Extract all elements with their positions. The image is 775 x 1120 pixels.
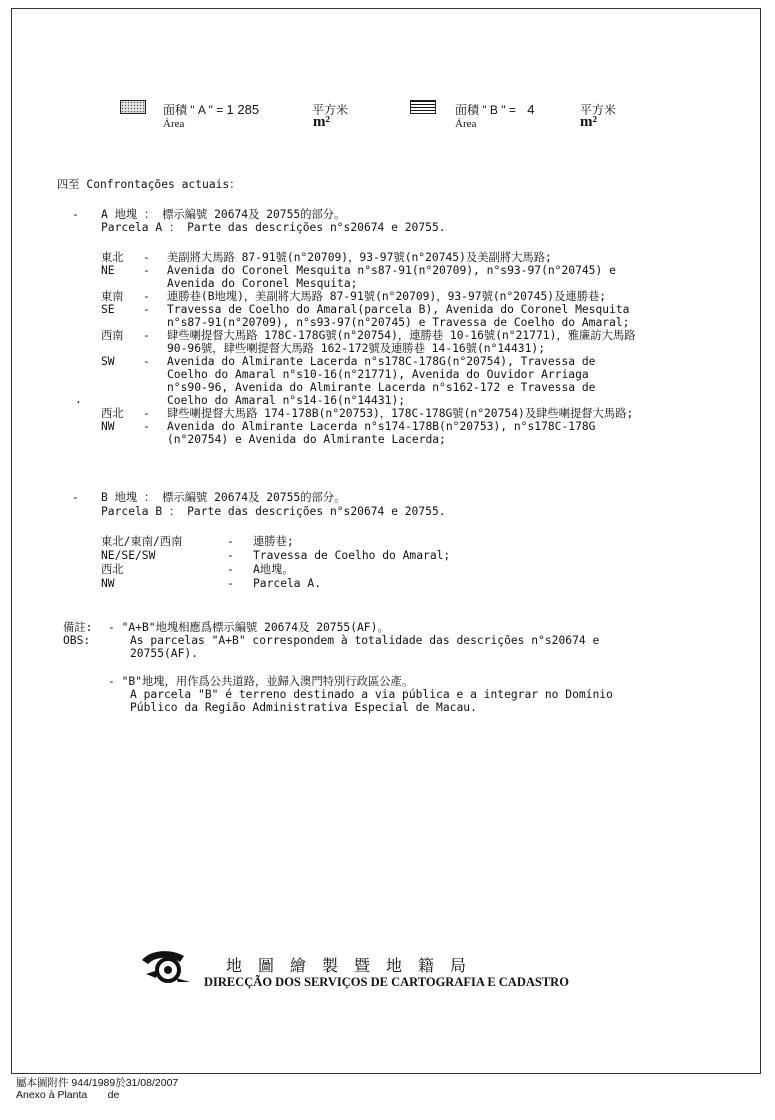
parcel-b-boundary-dash: - — [227, 535, 234, 548]
parcel-b-boundary-text: Travessa de Coelho do Amaral; — [253, 549, 451, 562]
notes-line-6: Público da Região Administrativa Especial de Macau. — [130, 701, 477, 714]
legend-b-label-pt: Área — [455, 118, 477, 130]
legend-swatch-b — [410, 100, 436, 114]
legend-a-unit-cn: 平方米 — [312, 103, 349, 117]
legend-a-label-pt: Área — [163, 118, 185, 130]
parcel-a-boundary-text: Avenida do Coronel Mesquita n°s87-91(n°20709), n°s93-97(n°20745) e — [167, 264, 616, 277]
parcel-a-boundary-text: 連勝巷(B地塊)，美副將大馬路 87-91號(n°20709)，93-97號(n°20745)及連勝巷; — [167, 290, 607, 303]
parcel-a-boundary-text: n°s90-96, Avenida do Almirante Lacerda n°s162-172 e Travessa de — [167, 381, 596, 394]
parcel-a-boundary-dash: - — [143, 355, 150, 368]
legend-a-unit: m² — [313, 114, 330, 130]
parcel-a-boundary-text: Avenida do Coronel Mesquita; — [167, 277, 358, 290]
parcel-b-line2: Parcela B ： Parte das descrições n°s20674 e 20755. — [101, 505, 446, 518]
parcel-a-boundary-direction: 西南 — [101, 329, 124, 342]
footer-annex-pt: Anexo à Planta de — [16, 1089, 120, 1101]
parcel-b-boundary-dash: - — [227, 563, 234, 576]
legend-a-label-cn: 面積 " A " = — [163, 103, 227, 117]
parcel-a-boundary-dash: - — [143, 420, 150, 433]
notes-line-5: A parcela "B" é terreno destinado a via pública e a integrar no Domínio — [130, 688, 613, 701]
notes-label-cn: 備註: — [63, 621, 93, 634]
legend-b-unit-cn: 平方米 — [580, 103, 617, 117]
parcel-a-boundary-text: Avenida do Almirante Lacerda n°s178C-178G(n°20754), Travessa de — [167, 355, 596, 368]
parcel-a-boundary-dash: - — [143, 303, 150, 316]
parcel-a-boundary-text: 肆些喇提督大馬路 178C-178G號(n°20754)，連勝巷 10-16號(n°21771)，雅廉訪大馬路 — [167, 329, 636, 342]
parcel-a-boundary-direction: NE — [101, 264, 115, 277]
logo-title-cn: 地 圖 繪 製 暨 地 籍 局 — [226, 956, 467, 975]
parcel-a-boundary-direction: SE — [101, 303, 115, 316]
parcel-a-boundary-text: 90-96號，肆些喇提督大馬路 162-172號及連勝巷 14-16號(n°14431); — [167, 342, 545, 355]
parcel-b-boundary-direction: NE/SE/SW — [101, 549, 156, 562]
legend-swatch-a — [120, 100, 146, 114]
parcel-a-boundary-dash: - — [143, 251, 150, 264]
parcel-a-boundary-dash: - — [143, 290, 150, 303]
legend-a-value: 1 285 — [226, 102, 260, 117]
parcel-a-boundary-dash: - — [143, 407, 150, 420]
parcel-b-boundary-dash: - — [227, 549, 234, 562]
parcel-a-dash: - — [72, 208, 79, 221]
logo-title-pt: DIRECÇÃO DOS SERVIÇOS DE CARTOGRAFIA E CADASTRO — [204, 975, 569, 989]
parcel-b-boundary-direction: 東北/東南/西南 — [101, 535, 183, 548]
notes-line-2: As parcelas "A+B" correspondem à totalidade das descrições n°s20674 e — [130, 634, 600, 647]
notes-line-3: 20755(AF). — [130, 647, 199, 660]
parcel-a-boundary-text: n°s87-91(n°20709), n°s93-97(n°20745) e Travessa de Coelho do Amaral; — [167, 316, 630, 329]
parcel-b-boundary-text: Parcela A. — [253, 577, 322, 590]
parcel-a-boundary-text: Avenida do Almirante Lacerda n°s174-178B(n°20753), n°s178C-178G — [167, 420, 596, 433]
parcel-b-boundary-direction: NW — [101, 577, 115, 590]
parcel-a-boundary-text: (n°20754) e Avenida do Almirante Lacerda; — [167, 433, 446, 446]
parcel-a-boundary-direction: SW — [101, 355, 115, 368]
parcel-b-boundary-text: A地塊。 — [253, 563, 294, 576]
parcel-a-boundary-text: Coelho do Amaral n°s14-16(n°14431); — [167, 394, 406, 407]
parcel-a-line1: A 地塊 ： 標示編號 20674及 20755的部分。 — [101, 208, 346, 221]
legend-b-unit: m² — [580, 114, 597, 130]
notes-line-1: - "A+B"地塊相應爲標示編號 20674及 20755(AF)。 — [108, 621, 389, 634]
dscc-logo — [140, 948, 192, 984]
stray-mark: · — [75, 396, 82, 409]
legend-b-value: 4 — [527, 102, 535, 117]
parcel-a-boundary-direction: NW — [101, 420, 115, 433]
legend-a-label — [163, 101, 259, 118]
parcel-b-boundary-direction: 西北 — [101, 563, 124, 576]
parcel-a-boundary-dash: - — [143, 264, 150, 277]
parcel-a-boundary-text: Coelho do Amaral n°s10-16(n°21771), Avenida do Ouvidor Arriaga — [167, 368, 589, 381]
parcel-b-dash: - — [72, 491, 79, 504]
parcel-a-boundary-text: 肆些喇提督大馬路 174-178B(n°20753)，178C-178G號(n°20754)及肆些喇提督大馬路; — [167, 407, 634, 420]
notes-line-4: - "B"地塊，用作爲公共道路，並歸入澳門特別行政區公產。 — [108, 675, 414, 688]
parcel-a-boundary-direction: 東南 — [101, 290, 124, 303]
section-title: 四至 Confrontações actuais： — [57, 178, 241, 191]
notes-label-pt: OBS: — [63, 634, 91, 647]
parcel-a-boundary-direction: 西北 — [101, 407, 124, 420]
parcel-b-boundary-text: 連勝巷; — [253, 535, 294, 548]
parcel-a-boundary-direction: 東北 — [101, 251, 124, 264]
parcel-a-boundary-text: Travessa de Coelho do Amaral(parcela B), Avenida do Coronel Mesquita — [167, 303, 630, 316]
parcel-b-boundary-dash: - — [227, 577, 234, 590]
legend-b-label — [455, 101, 534, 118]
parcel-a-boundary-text: 美副將大馬路 87-91號(n°20709)，93-97號(n°20745)及美副將大馬路; — [167, 251, 552, 264]
parcel-b-line1: B 地塊 ： 標示編號 20674及 20755的部分。 — [101, 491, 346, 504]
legend-b-label-cn: 面積 " B " = — [455, 103, 520, 117]
footer-annex-cn: 屬本圖附件 944/1989於31/08/2007 — [16, 1077, 179, 1089]
parcel-a-line2: Parcela A ： Parte das descrições n°s20674 e 20755. — [101, 221, 446, 234]
parcel-a-boundary-dash: - — [143, 329, 150, 342]
